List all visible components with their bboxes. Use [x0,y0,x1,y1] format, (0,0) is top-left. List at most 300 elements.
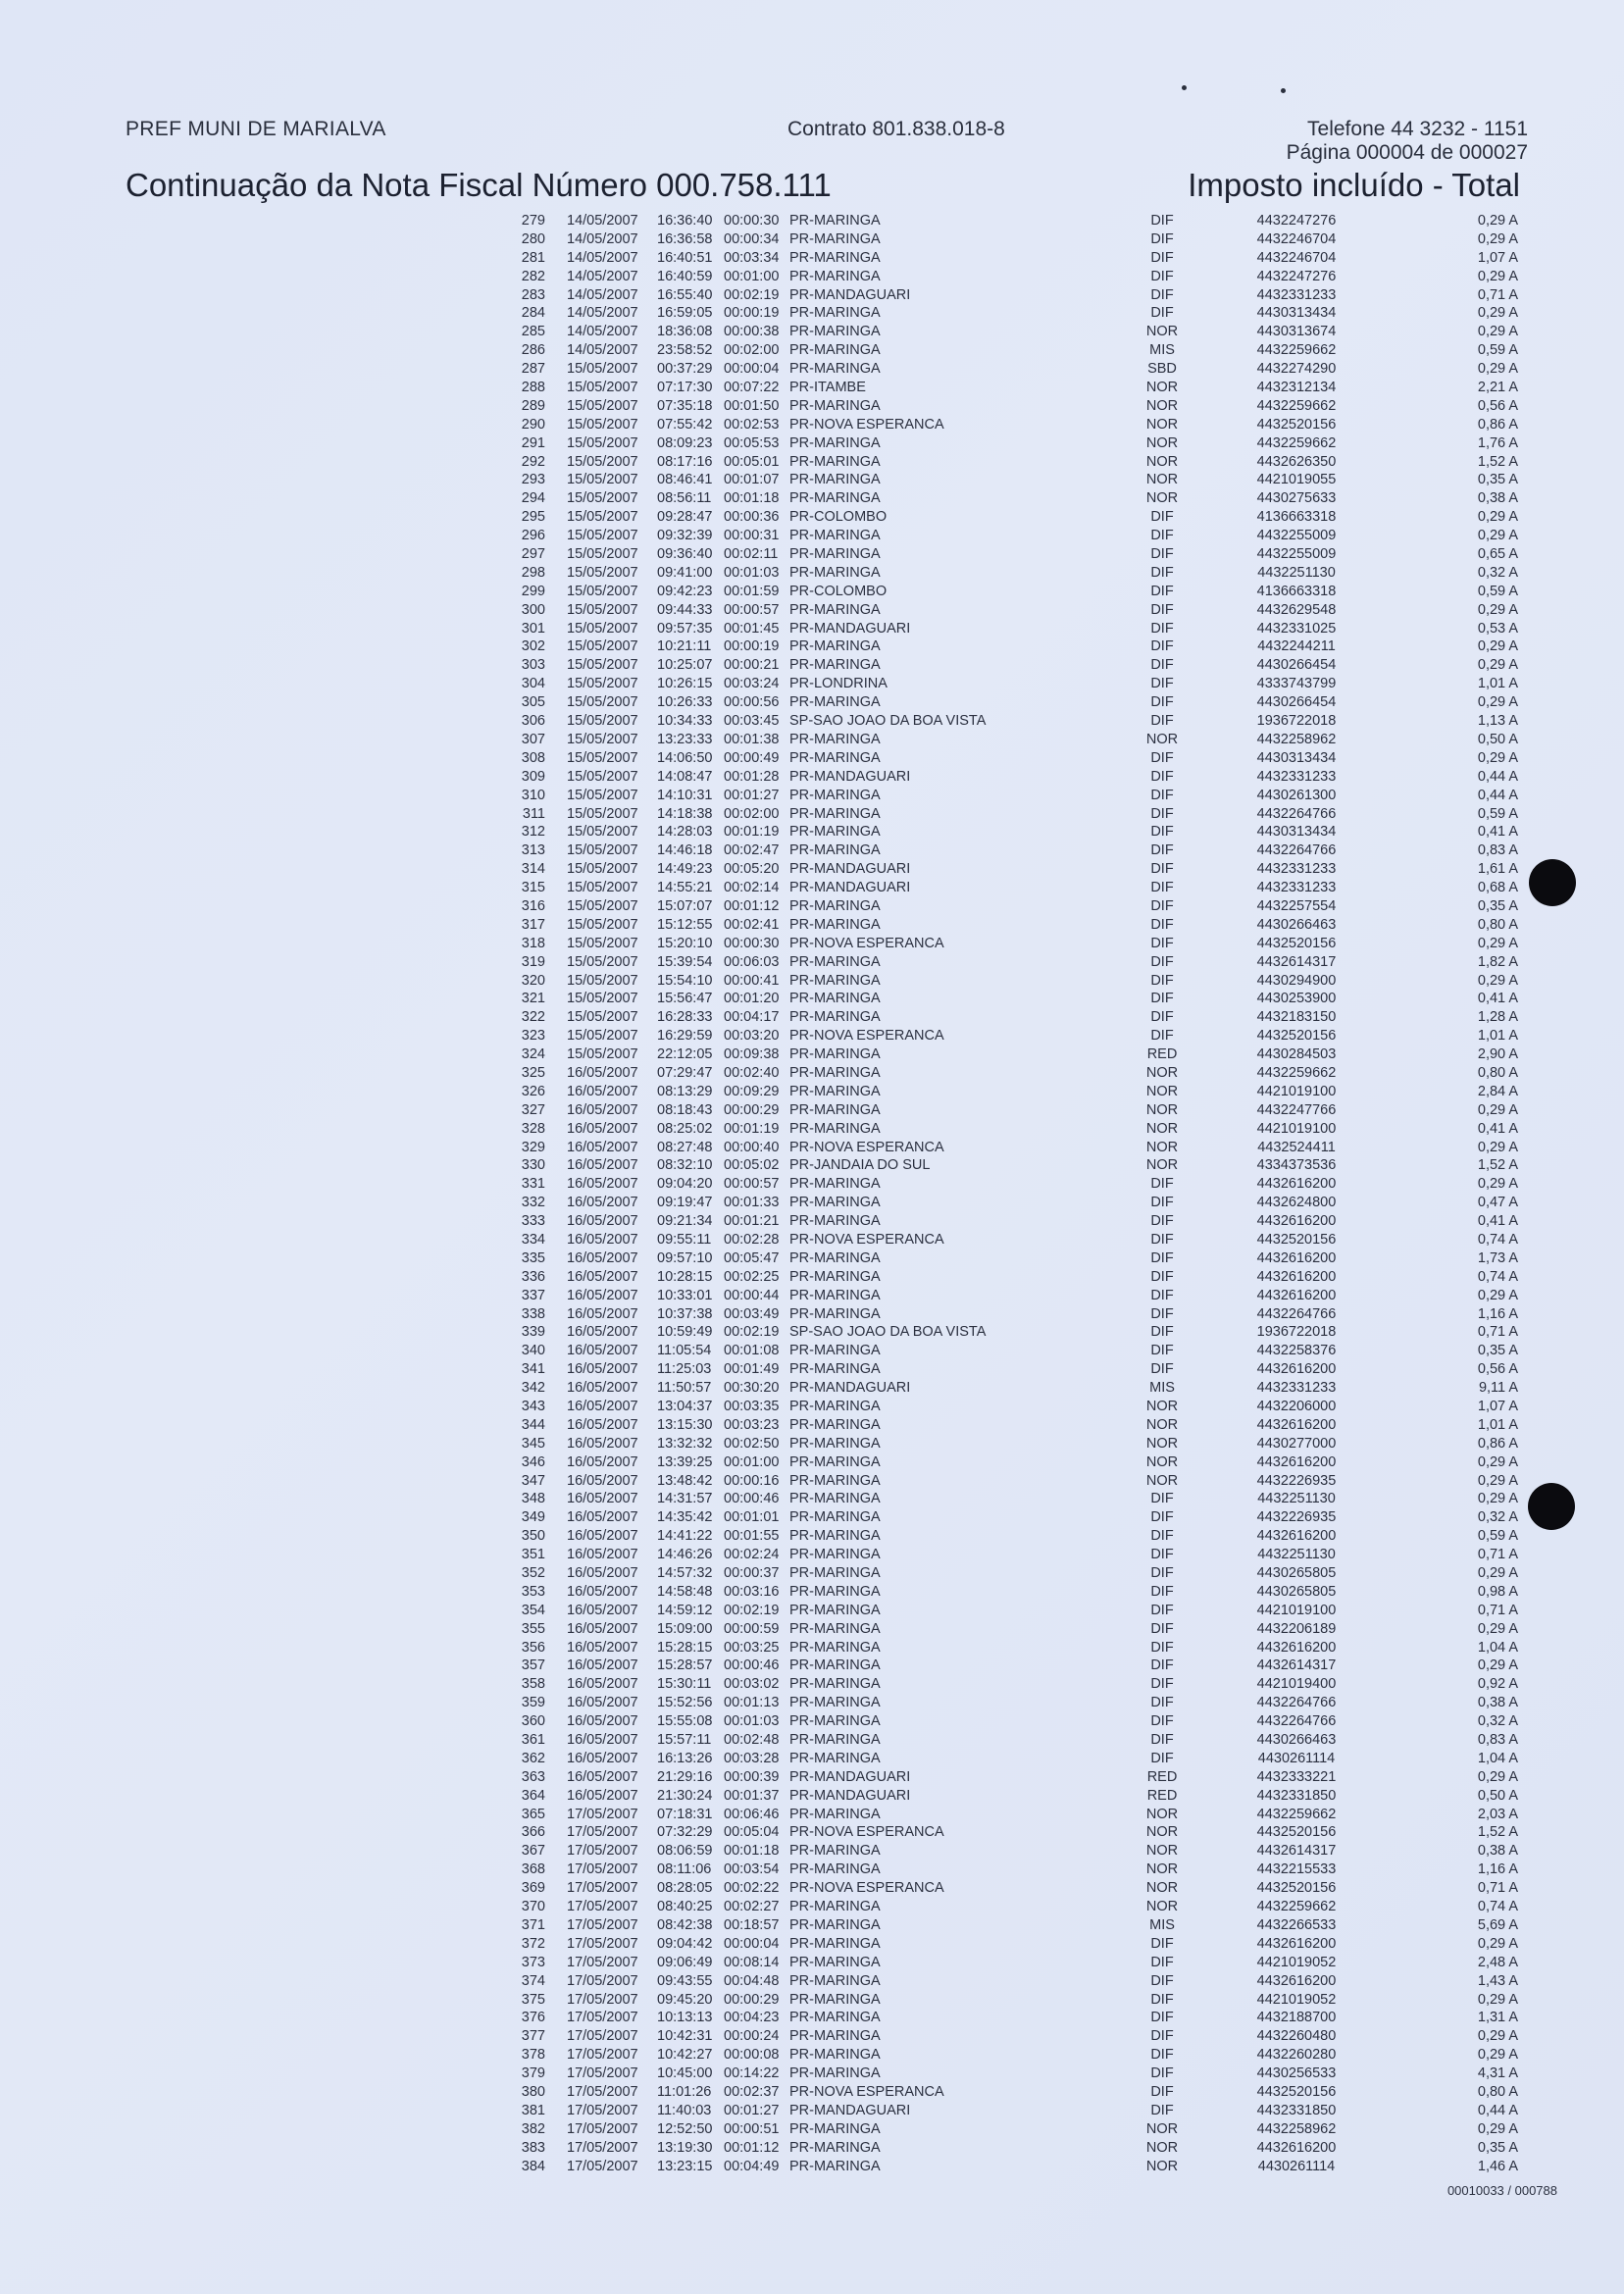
record-call-type: DIF [1150,1991,1174,2008]
table-row [0,1564,1624,1583]
record-time: 21:29:16 [657,1768,713,1785]
record-destination: PR-MARINGA [789,824,881,841]
record-call-type: DIF [1150,1324,1174,1341]
record-destination: PR-MARINGA [789,1713,881,1730]
record-amount: 0,29 A [1477,1101,1518,1118]
table-row [0,453,1624,472]
record-destination: PR-MARINGA [789,1676,881,1693]
record-amount: 2,84 A [1477,1083,1518,1099]
record-time: 08:06:59 [657,1843,713,1860]
record-date: 17/05/2007 [567,2102,638,2118]
record-amount: 1,46 A [1477,2158,1518,2174]
record-date: 16/05/2007 [567,1583,638,1600]
record-time: 08:42:38 [657,1916,713,1933]
record-call-type: NOR [1145,2158,1179,2174]
record-duration: 00:18:57 [724,1916,780,1933]
table-row [0,1435,1624,1453]
record-destination: PR-MARINGA [789,2010,881,2026]
record-destination: PR-NOVA ESPERANCA [789,416,944,433]
record-amount: 0,29 A [1477,528,1518,544]
record-item-number: 372 [521,1935,545,1952]
record-destination: PR-MARINGA [789,1657,881,1674]
record-phone-number: 4432616200 [1256,1972,1337,1989]
record-duration: 00:07:22 [724,380,780,396]
record-date: 16/05/2007 [567,1083,638,1099]
table-row [0,1305,1624,1324]
record-phone-number: 4432251130 [1257,564,1336,581]
record-phone-number: 4432520156 [1256,1880,1337,1897]
record-call-type: DIF [1150,749,1174,766]
record-duration: 00:00:36 [724,509,780,526]
record-item-number: 286 [521,342,545,359]
record-duration: 00:03:25 [724,1639,780,1656]
record-amount: 0,29 A [1477,749,1518,766]
record-item-number: 355 [521,1620,545,1637]
speck [1182,85,1187,90]
table-row [0,1620,1624,1639]
record-amount: 0,29 A [1477,324,1518,340]
record-amount: 0,29 A [1477,1565,1518,1582]
record-time: 10:26:15 [657,676,713,692]
record-time: 15:07:07 [657,897,713,914]
table-row [0,304,1624,323]
record-time: 09:19:47 [657,1195,713,1211]
record-time: 16:36:58 [657,230,713,247]
record-item-number: 339 [521,1324,545,1341]
record-time: 16:40:51 [657,249,713,266]
record-time: 09:55:11 [657,1231,712,1248]
record-phone-number: 4432616200 [1256,1213,1337,1230]
record-amount: 2,48 A [1477,1954,1518,1970]
record-duration: 00:05:01 [724,453,780,470]
record-phone-number: 4432259662 [1256,1064,1337,1081]
record-item-number: 325 [521,1064,545,1081]
record-date: 17/05/2007 [567,1861,638,1878]
record-duration: 00:00:57 [724,1176,780,1193]
record-destination: PR-MANDAGUARI [789,861,911,878]
record-amount: 0,38 A [1477,1695,1518,1711]
record-duration: 00:05:04 [724,1824,780,1841]
record-amount: 0,86 A [1477,1435,1518,1452]
record-duration: 00:02:41 [724,916,780,933]
record-date: 16/05/2007 [567,1768,638,1785]
record-item-number: 281 [521,249,545,266]
record-duration: 00:00:39 [724,1768,780,1785]
record-time: 12:52:50 [657,2120,713,2137]
record-amount: 2,90 A [1477,1046,1518,1063]
record-time: 10:37:38 [657,1305,713,1322]
table-row [0,1768,1624,1787]
table-row [0,1398,1624,1416]
record-phone-number: 4432333221 [1256,1768,1337,1785]
record-call-type: DIF [1150,1954,1174,1970]
record-destination: PR-MARINGA [789,1009,881,1026]
record-destination: PR-MANDAGUARI [789,1768,911,1785]
record-destination: PR-MARINGA [789,2047,881,2064]
table-row [0,731,1624,749]
record-time: 10:59:49 [657,1324,713,1341]
record-call-type: DIF [1150,805,1174,822]
record-item-number: 380 [521,2083,545,2100]
record-destination: PR-MANDAGUARI [789,286,911,303]
record-item-number: 331 [521,1176,545,1193]
record-duration: 00:01:28 [724,768,780,785]
record-phone-number: 4432524411 [1257,1139,1336,1155]
record-amount: 0,56 A [1477,1361,1518,1378]
record-amount: 0,29 A [1477,1991,1518,2008]
record-date: 14/05/2007 [567,342,638,359]
record-call-type: DIF [1150,787,1174,803]
record-destination: PR-MARINGA [789,749,881,766]
record-duration: 00:03:45 [724,713,780,730]
record-date: 16/05/2007 [567,1287,638,1303]
record-amount: 0,38 A [1477,490,1518,507]
record-phone-number: 4432614317 [1256,953,1337,970]
record-amount: 1,01 A [1477,676,1518,692]
record-amount: 4,31 A [1477,2065,1518,2082]
record-time: 07:35:18 [657,397,713,414]
record-destination: PR-MARINGA [789,2158,881,2174]
record-phone-number: 1936722018 [1256,713,1337,730]
record-destination: PR-NOVA ESPERANCA [789,935,944,951]
record-call-type: DIF [1150,528,1174,544]
record-amount: 0,68 A [1477,880,1518,896]
record-phone-number: 4421019052 [1256,1991,1337,2008]
record-phone-number: 4432259662 [1256,342,1337,359]
record-time: 16:36:40 [657,213,713,229]
record-duration: 00:01:45 [724,620,780,637]
record-date: 16/05/2007 [567,1157,638,1174]
table-row [0,1472,1624,1491]
record-destination: PR-MANDAGUARI [789,1380,911,1397]
record-duration: 00:00:44 [724,1287,780,1303]
record-phone-number: 4421019100 [1256,1083,1337,1099]
record-amount: 9,11 A [1478,1380,1518,1397]
record-amount: 0,29 A [1477,657,1518,674]
record-time: 09:45:20 [657,1991,713,2008]
record-time: 09:06:49 [657,1954,713,1970]
record-destination: PR-NOVA ESPERANCA [789,1231,944,1248]
record-duration: 00:00:24 [724,2028,780,2045]
record-item-number: 307 [521,731,545,747]
record-duration: 00:01:00 [724,1453,780,1470]
record-destination: PR-MARINGA [789,2065,881,2082]
record-duration: 00:02:27 [724,1899,780,1915]
table-row [0,1954,1624,1972]
record-time: 10:34:33 [657,713,713,730]
record-item-number: 361 [521,1732,545,1749]
record-amount: 0,29 A [1477,1287,1518,1303]
record-phone-number: 4421019100 [1256,1120,1337,1137]
record-call-type: DIF [1150,1287,1174,1303]
record-destination: PR-MARINGA [789,787,881,803]
table-row [0,1972,1624,1991]
record-phone-number: 4432246704 [1256,230,1337,247]
record-item-number: 376 [521,2010,545,2026]
record-call-type: NOR [1145,1064,1179,1081]
record-destination: PR-MARINGA [789,916,881,933]
record-time: 08:11:06 [657,1861,712,1878]
record-amount: 0,50 A [1477,731,1518,747]
record-time: 18:36:08 [657,324,713,340]
record-duration: 00:01:27 [724,2102,780,2118]
record-time: 13:15:30 [657,1416,713,1433]
table-row [0,1639,1624,1657]
record-date: 16/05/2007 [567,1195,638,1211]
record-call-type: NOR [1145,1453,1179,1470]
record-duration: 00:00:46 [724,1491,780,1507]
record-date: 16/05/2007 [567,1139,638,1155]
table-row [0,2139,1624,2158]
record-date: 15/05/2007 [567,601,638,618]
table-row [0,1916,1624,1935]
record-destination: PR-MARINGA [789,213,881,229]
record-call-type: NOR [1145,1861,1179,1878]
record-date: 16/05/2007 [567,1491,638,1507]
record-item-number: 369 [521,1880,545,1897]
record-destination: PR-MARINGA [789,528,881,544]
record-call-type: DIF [1150,1732,1174,1749]
record-destination: PR-MARINGA [789,1583,881,1600]
table-row [0,1268,1624,1287]
record-time: 08:32:10 [657,1157,713,1174]
record-call-type: DIF [1150,897,1174,914]
record-destination: PR-MARINGA [789,1046,881,1063]
record-duration: 00:02:48 [724,1732,780,1749]
record-time: 09:21:34 [657,1213,713,1230]
table-row [0,841,1624,860]
record-item-number: 304 [521,676,545,692]
record-time: 09:57:10 [657,1249,713,1266]
table-row [0,1212,1624,1231]
record-destination: PR-MARINGA [789,805,881,822]
table-row [0,1342,1624,1360]
record-item-number: 338 [521,1305,545,1322]
record-phone-number: 4432520156 [1256,935,1337,951]
record-call-type: NOR [1145,1120,1179,1137]
record-call-type: DIF [1150,2065,1174,2082]
table-row [0,620,1624,638]
record-destination: PR-MARINGA [789,1361,881,1378]
table-row [0,916,1624,935]
record-call-type: NOR [1145,1824,1179,1841]
record-call-type: DIF [1150,509,1174,526]
record-call-type: DIF [1150,953,1174,970]
record-amount: 0,98 A [1477,1583,1518,1600]
record-duration: 00:03:23 [724,1416,780,1433]
record-destination: PR-MARINGA [789,305,881,322]
record-duration: 00:00:21 [724,657,780,674]
record-duration: 00:09:29 [724,1083,780,1099]
record-duration: 00:00:34 [724,230,780,247]
record-item-number: 290 [521,416,545,433]
table-row [0,1898,1624,1916]
record-destination: PR-MARINGA [789,1991,881,2008]
record-time: 09:44:33 [657,601,713,618]
record-duration: 00:02:11 [724,546,779,563]
record-destination: PR-MARINGA [789,1083,881,1099]
record-amount: 0,29 A [1477,1935,1518,1952]
record-amount: 1,43 A [1477,1972,1518,1989]
record-duration: 00:02:25 [724,1268,780,1285]
record-phone-number: 1936722018 [1256,1324,1337,1341]
table-row [0,1416,1624,1435]
record-phone-number: 4432520156 [1256,416,1337,433]
record-amount: 0,29 A [1477,1453,1518,1470]
record-date: 16/05/2007 [567,1343,638,1359]
record-item-number: 353 [521,1583,545,1600]
record-call-type: NOR [1145,1399,1179,1414]
record-destination: PR-MANDAGUARI [789,2102,911,2118]
record-date: 15/05/2007 [567,991,638,1007]
record-item-number: 367 [521,1843,545,1860]
record-date: 16/05/2007 [567,1657,638,1674]
record-time: 10:13:13 [657,2010,713,2026]
record-amount: 0,32 A [1477,1509,1518,1526]
record-date: 16/05/2007 [567,1231,638,1248]
record-amount: 0,56 A [1477,397,1518,414]
table-row [0,2102,1624,2120]
record-amount: 0,32 A [1477,1713,1518,1730]
record-time: 13:23:15 [657,2158,713,2174]
record-item-number: 279 [521,213,545,229]
record-destination: PR-MARINGA [789,472,881,488]
record-call-type: DIF [1150,1491,1174,1507]
record-amount: 0,29 A [1477,361,1518,378]
record-date: 17/05/2007 [567,2120,638,2137]
record-item-number: 321 [521,991,545,1007]
record-date: 17/05/2007 [567,1824,638,1841]
record-item-number: 340 [521,1343,545,1359]
record-destination: PR-MARINGA [789,731,881,747]
record-destination: PR-MANDAGUARI [789,1787,911,1804]
record-destination: SP-SAO JOAO DA BOA VISTA [789,1324,987,1341]
record-duration: 00:01:03 [724,1713,780,1730]
table-row [0,2083,1624,2102]
record-amount: 0,29 A [1477,1620,1518,1637]
record-date: 15/05/2007 [567,434,638,451]
record-time: 07:29:47 [657,1064,713,1081]
record-phone-number: 4432520156 [1256,1824,1337,1841]
record-time: 09:28:47 [657,509,713,526]
record-duration: 00:05:47 [724,1249,780,1266]
record-phone-number: 4432258962 [1256,2120,1337,2137]
record-time: 14:31:57 [657,1491,713,1507]
record-item-number: 379 [521,2065,545,2082]
record-time: 16:28:33 [657,1009,713,1026]
record-item-number: 374 [521,1972,545,1989]
table-row [0,1879,1624,1898]
record-date: 15/05/2007 [567,768,638,785]
record-amount: 1,28 A [1477,1009,1518,1026]
record-phone-number: 4432264766 [1256,805,1337,822]
record-time: 09:04:42 [657,1935,713,1952]
record-item-number: 330 [521,1157,545,1174]
record-call-type: DIF [1150,1028,1174,1045]
record-date: 15/05/2007 [567,713,638,730]
record-destination: PR-MARINGA [789,453,881,470]
record-amount: 1,07 A [1477,1399,1518,1414]
record-date: 14/05/2007 [567,286,638,303]
record-duration: 00:00:37 [724,1565,780,1582]
record-amount: 0,71 A [1477,286,1518,303]
record-duration: 00:03:54 [724,1861,780,1878]
record-call-type: MIS [1149,1916,1175,1933]
record-phone-number: 4421019055 [1256,472,1337,488]
record-duration: 00:01:07 [724,472,780,488]
table-row [0,379,1624,397]
table-row [0,1231,1624,1249]
record-time: 14:18:38 [657,805,713,822]
contract-number: Contrato 801.838.018-8 [787,118,1005,140]
record-time: 10:21:11 [657,638,712,655]
record-time: 07:18:31 [657,1806,713,1822]
record-call-type: NOR [1145,1899,1179,1915]
record-amount: 0,41 A [1477,824,1518,841]
record-date: 15/05/2007 [567,787,638,803]
record-amount: 1,31 A [1477,2010,1518,2026]
record-date: 17/05/2007 [567,1954,638,1970]
record-date: 15/05/2007 [567,546,638,563]
record-date: 16/05/2007 [567,1213,638,1230]
record-time: 15:12:55 [657,916,713,933]
record-call-type: DIF [1150,1547,1174,1563]
record-phone-number: 4432259662 [1256,1899,1337,1915]
record-amount: 1,73 A [1477,1249,1518,1266]
record-phone-number: 4432264766 [1256,1305,1337,1322]
record-time: 14:06:50 [657,749,713,766]
record-date: 16/05/2007 [567,1416,638,1433]
record-duration: 00:03:02 [724,1676,780,1693]
record-destination: PR-MARINGA [789,1287,881,1303]
record-date: 15/05/2007 [567,472,638,488]
table-row [0,953,1624,972]
record-time: 16:55:40 [657,286,713,303]
record-phone-number: 4333743799 [1256,676,1337,692]
record-amount: 0,29 A [1477,1139,1518,1155]
record-date: 14/05/2007 [567,268,638,284]
record-phone-number: 4430266463 [1256,916,1337,933]
record-call-type: DIF [1150,268,1174,284]
record-date: 17/05/2007 [567,2139,638,2156]
record-amount: 0,29 A [1477,268,1518,284]
record-date: 16/05/2007 [567,1509,638,1526]
record-item-number: 284 [521,305,545,322]
record-destination: PR-MARINGA [789,1954,881,1970]
record-destination: PR-MARINGA [789,1695,881,1711]
record-call-type: DIF [1150,972,1174,989]
record-phone-number: 4430313674 [1256,324,1337,340]
record-phone-number: 4432616200 [1256,1935,1337,1952]
record-destination: PR-MARINGA [789,1491,881,1507]
record-item-number: 357 [521,1657,545,1674]
record-amount: 0,59 A [1477,1528,1518,1545]
table-row [0,1694,1624,1712]
table-row [0,1546,1624,1564]
record-phone-number: 4430313434 [1256,824,1337,841]
record-phone-number: 4432226935 [1256,1509,1337,1526]
record-item-number: 317 [521,916,545,933]
record-date: 17/05/2007 [567,1916,638,1933]
record-phone-number: 4432247276 [1256,268,1337,284]
record-phone-number: 4432206189 [1256,1620,1337,1637]
record-phone-number: 4432616200 [1256,2139,1337,2156]
record-date: 16/05/2007 [567,1324,638,1341]
record-amount: 0,29 A [1477,694,1518,711]
record-phone-number: 4430261300 [1256,787,1337,803]
record-duration: 00:00:30 [724,935,780,951]
record-call-type: NOR [1145,1472,1179,1489]
